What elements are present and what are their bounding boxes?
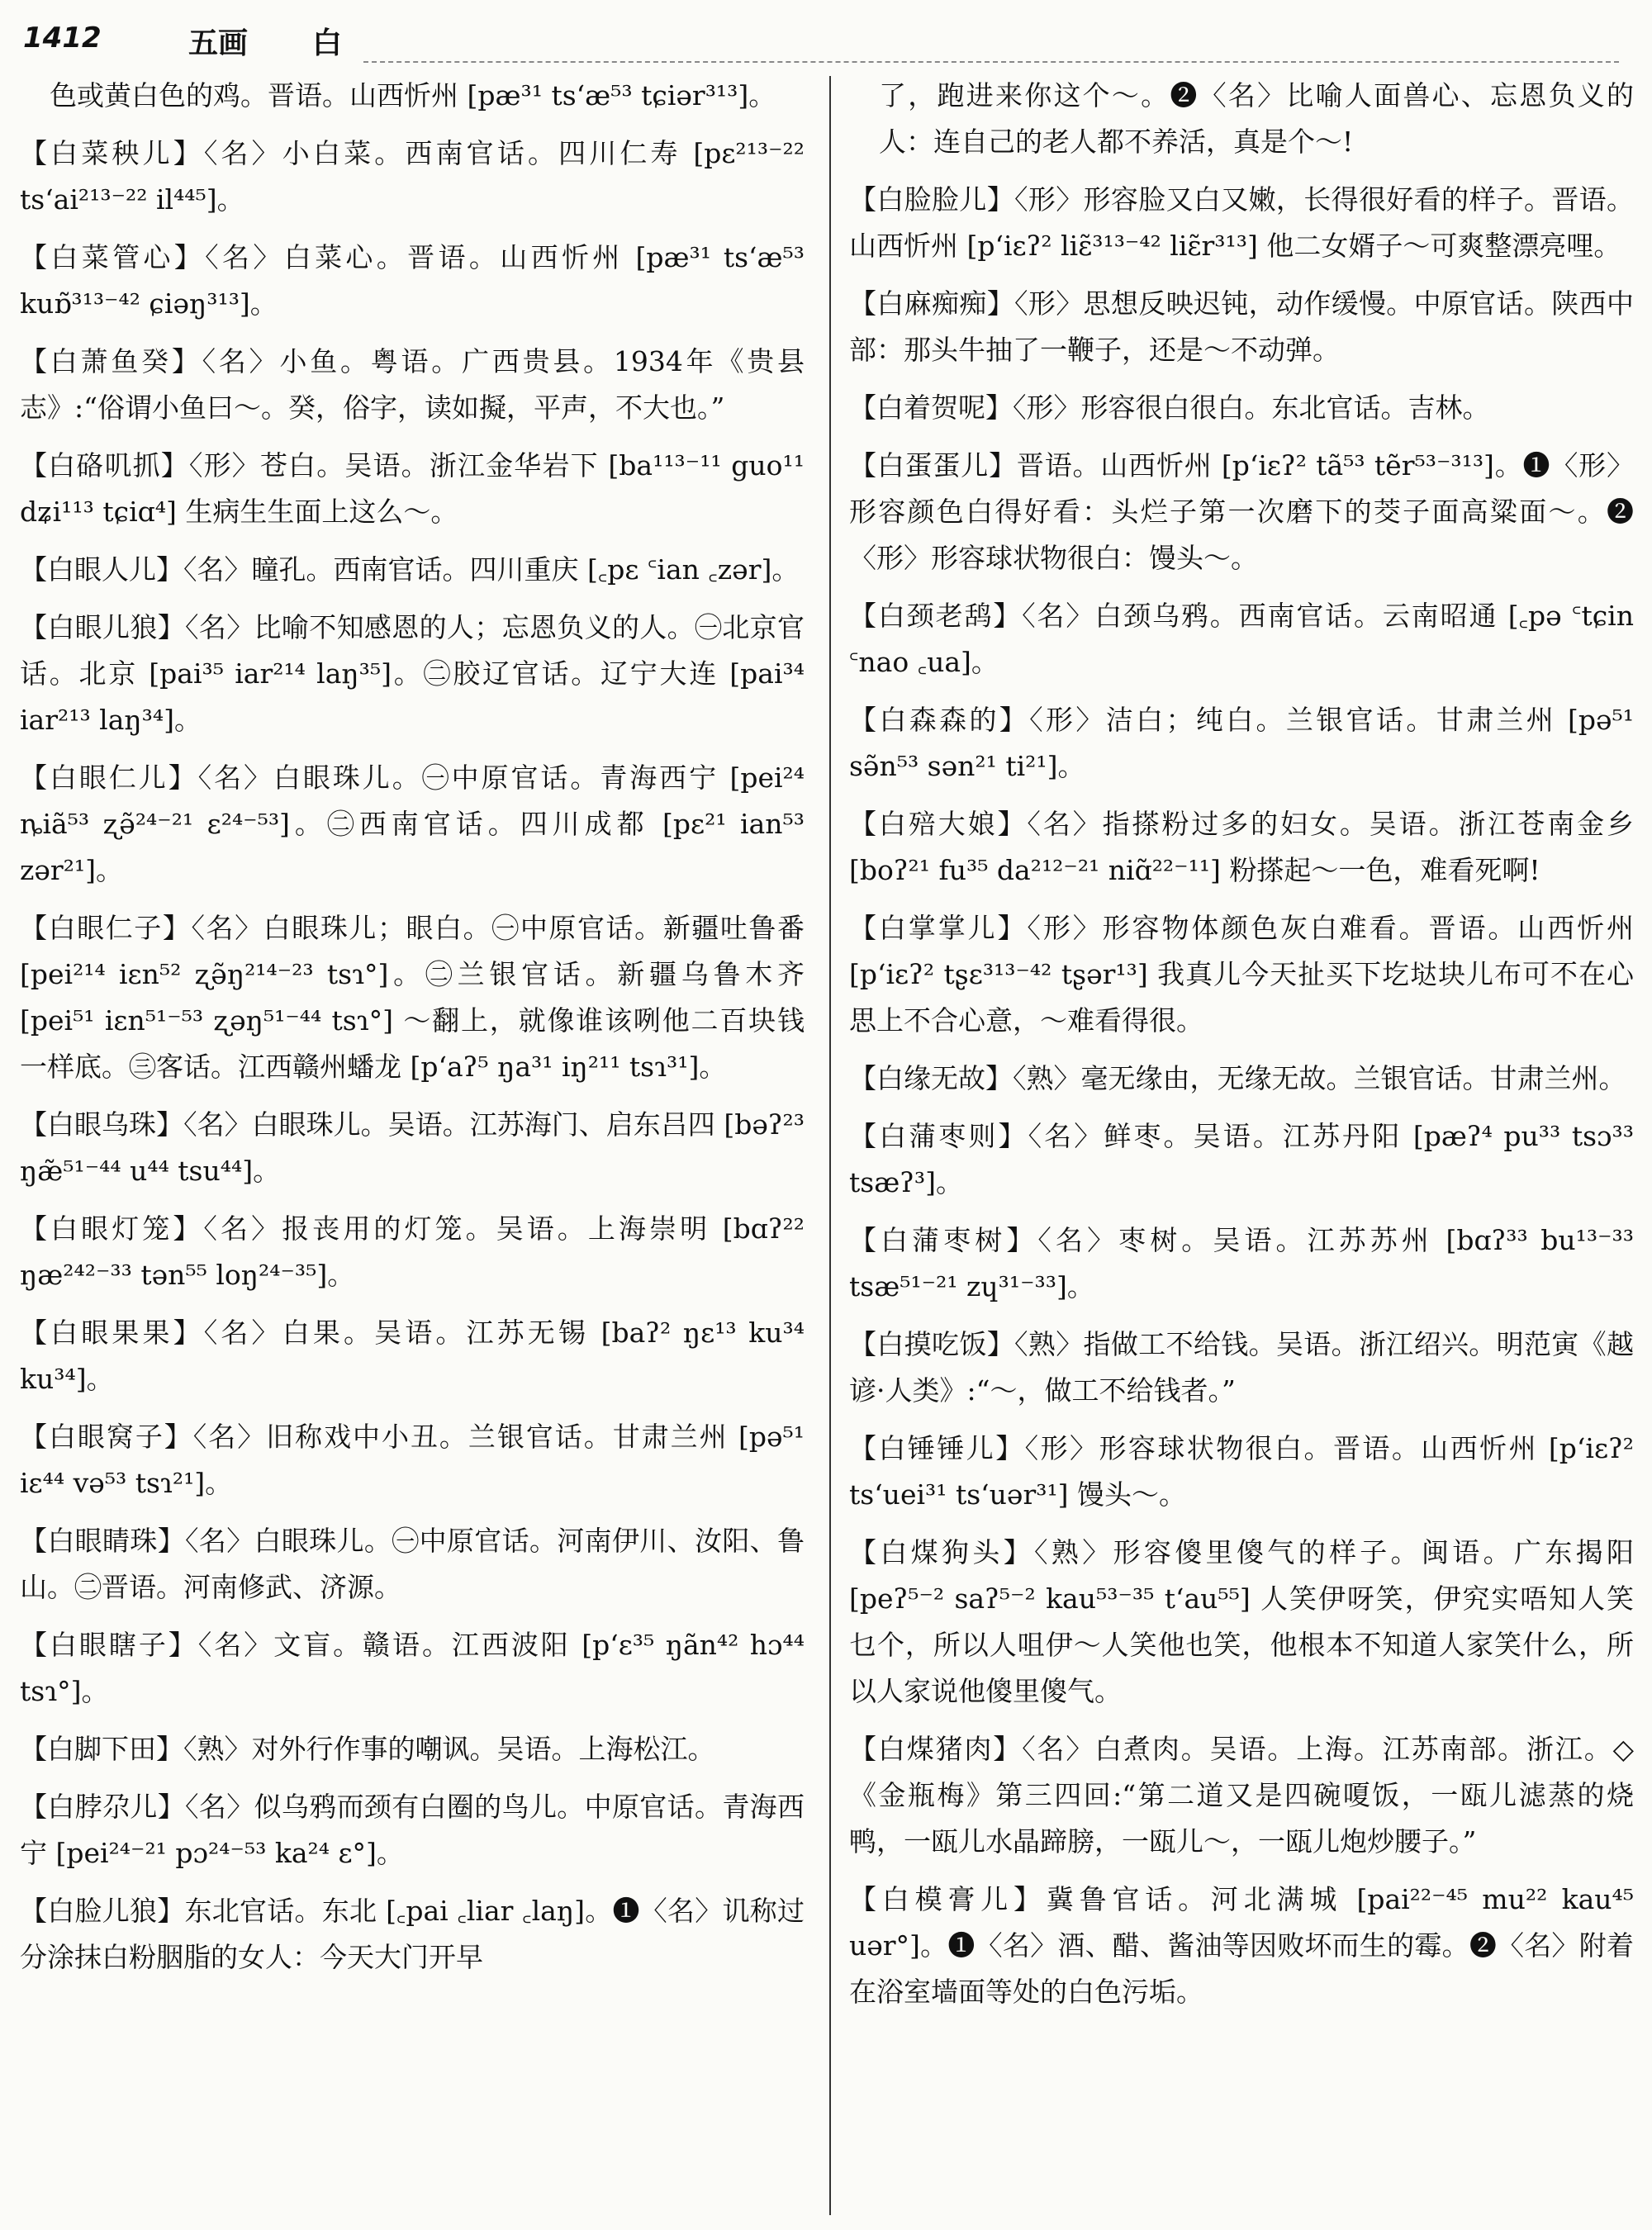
dictionary-entry: 【白颈老鸹】〈名〉白颈乌鸦。西南官话。云南昭通 [꜀pə ꜂tɕin ꜂nao ꜀ua]。	[849, 600, 1634, 678]
dictionary-entry: 【白眼睛珠】〈名〉白眼珠儿。㊀中原官话。河南伊川、汝阳、鲁山。㊁晋语。河南修武、济源。	[20, 1525, 805, 1603]
dictionary-entry: 【白萧鱼癸】〈名〉小鱼。粤语。广西贵县。1934年《贵县志》:“俗谓小鱼曰～。癸，俗字，读如擬，平声，不大也。”	[20, 345, 805, 424]
dictionary-entry: 【白煤狗头】〈熟〉形容傻里傻气的样子。闽语。广东揭阳 [peʔ⁵⁻² saʔ⁵⁻² kau⁵³⁻³⁵ t‘au⁵⁵] 人笑伊呀笑，伊究实唔知人笑乜个，所以人咀伊～人笑他也笑，他根本不知道人家笑什么，所以人家说他傻里傻气。	[849, 1536, 1634, 1707]
dictionary-entry: 【白眼瞎子】〈名〉文盲。赣语。江西波阳 [p‘ɛ³⁵ ŋãn⁴² hɔ⁴⁴ tsɿ°]。	[20, 1629, 805, 1707]
dictionary-entry: 了，跑进来你这个～。❷〈名〉比喻人面兽心、忘恩负义的人：连自己的老人都不养活，真是个～!	[879, 79, 1634, 158]
dictionary-entry: 【白蒲枣则】〈名〉鲜枣。吴语。江苏丹阳 [pæʔ⁴ pu³³ tsɔ³³ tsæʔ³]。	[849, 1120, 1634, 1198]
left-column	[20, 73, 805, 1992]
dictionary-entry: 【白蒲枣树】〈名〉枣树。吴语。江苏苏州 [bɑʔ³³ bu¹³⁻³³ tsæ⁵¹⁻²¹ zɥ³¹⁻³³]。	[849, 1224, 1634, 1302]
dictionary-entry: 【白掌掌儿】〈形〉形容物体颜色灰白难看。晋语。山西忻州 [p‘iɛʔ² tʂɛ³¹³⁻⁴² tʂər¹³] 我真儿今天扯买下圪垯块儿布可不在心思上不合心意，～难看得很。	[849, 912, 1634, 1037]
dictionary-entry: 【白脸儿狼】东北官话。东北 [꜀pai ꜀liar ꜀laŋ]。❶〈名〉讥称过分涂抹白粉胭脂的女人：今天大门开早	[20, 1895, 805, 1973]
dictionary-entry: 【白着贺呢】〈形〉形容很白很白。东北官话。吉林。	[849, 391, 1490, 424]
dictionary-entry: 【白锤锤儿】〈形〉形容球状物很白。晋语。山西忻州 [p‘iɛʔ² ts‘uei³¹ ts‘uər³¹] 馒头～。	[849, 1432, 1634, 1511]
dictionary-entry: 【白硌叽抓】〈形〉苍白。吴语。浙江金华岩下 [ba¹¹³⁻¹¹ guo¹¹ dʑi¹¹³ tɕiɑ⁴] 生病生生面上这么～。	[20, 449, 805, 528]
page-number: 1412	[23, 21, 102, 55]
dictionary-entry: 【白蛋蛋儿】晋语。山西忻州 [p‘iɛʔ² tã⁵³ tẽr⁵³⁻³¹³]。❶〈形〉形容颜色白得好看：头烂子第一次磨下的茭子面高粱面～。❷〈形〉形容球状物很白：馒头～。	[849, 449, 1634, 574]
dictionary-entry: 【白眼仁子】〈名〉白眼珠儿；眼白。㊀中原官话。新疆吐鲁番 [pei²¹⁴ iɛn⁵² ʐə̃ŋ²¹⁴⁻²³ tsɿ°]。㊁兰银官话。新疆乌鲁木齐 [pei⁵¹ iɛn⁵¹⁻⁵³ ʐəŋ⁵¹⁻⁴⁴ tsɿ°] ～翻上，就像谁该咧他二百块钱一样底。㊂客话。江西赣州蟠龙 [p‘aʔ⁵ ŋa³¹ iŋ²¹¹ tsɿ³¹]。	[20, 912, 805, 1083]
dictionary-entry: 【白眼儿狼】〈名〉比喻不知感恩的人；忘恩负义的人。㊀北京官话。北京 [pai³⁵ iar²¹⁴ laŋ³⁵]。㊁胶辽官话。辽宁大连 [pai³⁴ iar²¹³ laŋ³⁴]。	[20, 611, 805, 736]
dictionary-entry: 【白眼果果】〈名〉白果。吴语。江苏无锡 [baʔ² ŋɛ¹³ ku³⁴ ku³⁴]。	[20, 1317, 805, 1395]
page-header	[23, 15, 816, 64]
dictionary-entry: 【白脚下田】〈熟〉对外行作事的嘲讽。吴语。上海松江。	[20, 1733, 715, 1765]
dictionary-entry: 【白森森的】〈形〉洁白；纯白。兰银官话。甘肃兰州 [pə⁵¹ sə̃n⁵³ sən²¹ ti²¹]。	[849, 704, 1634, 782]
dictionary-entry: 【白眼窝子】〈名〉旧称戏中小丑。兰银官话。甘肃兰州 [pə⁵¹ iɛ⁴⁴ və⁵³ tsɿ²¹]。	[20, 1421, 805, 1499]
dictionary-entry: 【白模膏儿】冀鲁官话。河北满城 [pai²²⁻⁴⁵ mu²² kau⁴⁵ uər°]。❶〈名〉酒、醋、酱油等因败坏而生的霉。❷〈名〉附着在浴室墙面等处的白色污垢。	[849, 1883, 1634, 2008]
dictionary-entry: 【白眼仁儿】〈名〉白眼珠儿。㊀中原官话。青海西宁 [pei²⁴ ȵiã⁵³ ʐə̃²⁴⁻²¹ ɛ²⁴⁻⁵³]。㊁西南官话。四川成都 [pɛ²¹ ian⁵³ zər²¹]。	[20, 762, 805, 886]
dictionary-entry: 【白煤猪肉】〈名〉白煮肉。吴语。上海。江苏南部。浙江。◇《金瓶梅》第三四回:“第二道又是四碗嗄饭，一瓯儿滤蒸的烧鸭，一瓯儿水晶蹄膀，一瓯儿～，一瓯儿炮炒腰子。”	[849, 1733, 1634, 1858]
right-column	[849, 73, 1634, 2027]
header-rule	[363, 61, 1619, 63]
section-heading: 五画	[188, 26, 249, 60]
dictionary-entry: 【白脸脸儿】〈形〉形容脸又白又嫩，长得很好看的样子。晋语。山西忻州 [p‘iɛʔ² liɛ̃³¹³⁻⁴² liɛ̃r³¹³] 他二女婿子～可爽整漂亮哩。	[849, 183, 1634, 262]
dictionary-entry: 色或黄白色的鸡。晋语。山西忻州 [pæ³¹ ts‘æ⁵³ tɕiər³¹³]。	[50, 79, 776, 112]
dictionary-entry: 【白殕大娘】〈名〉指搽粉过多的妇女。吴语。浙江苍南金乡 [boʔ²¹ fu³⁵ da²¹²⁻²¹ niɑ̃²²⁻¹¹] 粉搽起～一色，难看死啊!	[849, 808, 1634, 886]
dictionary-entry: 【白脖尕儿】〈名〉似乌鸦而颈有白圈的鸟儿。中原官话。青海西宁 [pei²⁴⁻²¹ pɔ²⁴⁻⁵³ ka²⁴ ɛ°]。	[20, 1791, 805, 1869]
radical-character: 白	[312, 26, 343, 60]
dictionary-entry: 【白眼乌珠】〈名〉白眼珠儿。吴语。江苏海门、启东吕四 [bəʔ²³ ŋæ̃⁵¹⁻⁴⁴ u⁴⁴ tsu⁴⁴]。	[20, 1108, 805, 1187]
column-divider	[829, 76, 831, 2215]
dictionary-entry: 【白菜秧儿】〈名〉小白菜。西南官话。四川仁寿 [pɛ²¹³⁻²² ts‘ai²¹³⁻²² il⁴⁴⁵]。	[20, 137, 805, 216]
dictionary-entry: 【白菜管心】〈名〉白菜心。晋语。山西忻州 [pæ³¹ ts‘æ⁵³ kuɒ̃³¹³⁻⁴² ɕiəŋ³¹³]。	[20, 241, 805, 320]
dictionary-entry: 【白眼灯笼】〈名〉报丧用的灯笼。吴语。上海崇明 [bɑʔ²² ŋæ²⁴²⁻³³ tən⁵⁵ loŋ²⁴⁻³⁵]。	[20, 1212, 805, 1291]
dictionary-entry: 【白缘无故】〈熟〉毫无缘由，无缘无故。兰银官话。甘肃兰州。	[849, 1062, 1626, 1094]
dictionary-entry: 【白摸吃饭】〈熟〉指做工不给钱。吴语。浙江绍兴。明范寅《越谚·人类》:“～，做工不给钱者。”	[849, 1328, 1634, 1407]
dictionary-entry: 【白眼人儿】〈名〉瞳孔。西南官话。四川重庆 [꜀pɛ ꜂ian ꜀zər]。	[20, 553, 800, 586]
dictionary-entry: 【白麻痴痴】〈形〉思想反映迟钝，动作缓慢。中原官话。陕西中部：那头牛抽了一鞭子，还是～不动弹。	[849, 287, 1634, 366]
